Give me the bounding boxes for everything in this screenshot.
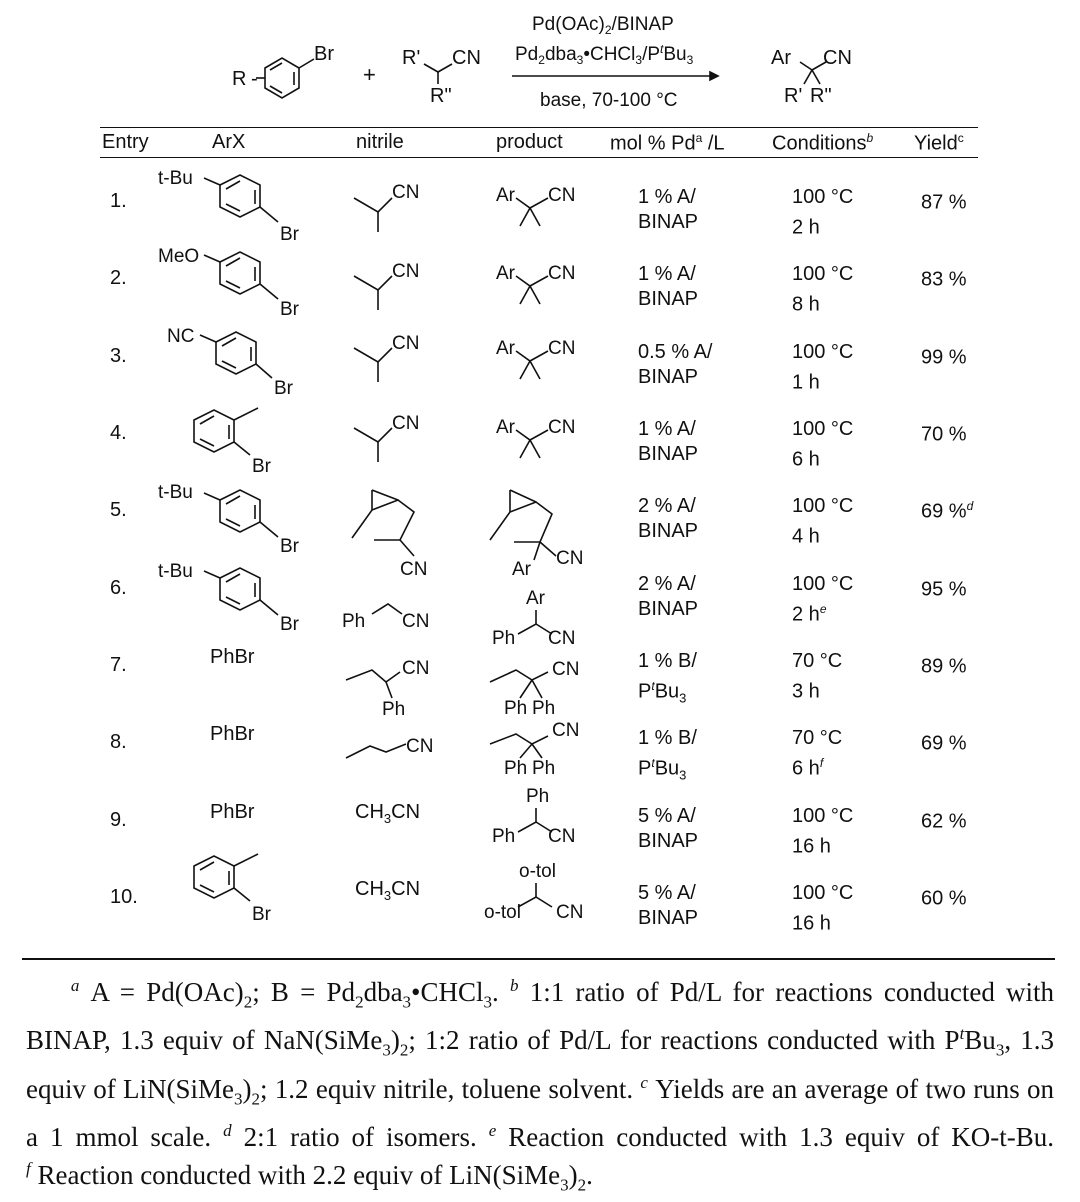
- svg-text:CN: CN: [402, 658, 430, 679]
- nitrile-structure-7: [346, 658, 429, 720]
- footnote-f: $^f$ Reaction conducted with 2.2 equiv of $LiN(SiMe_3)_2$.: [26, 1159, 593, 1195]
- condition-temp: 70 °C: [792, 727, 843, 749]
- scheme-r-label: R: [232, 68, 247, 90]
- svg-text:Br: Br: [274, 378, 293, 399]
- svg-text:CN: CN: [548, 185, 576, 206]
- scheme-catalyst-2: $Pd_2dba_3•CHCl_3/P^tBu_3$: [515, 42, 694, 67]
- scheme-product-r2: R": [810, 85, 832, 107]
- svg-text:CN: CN: [548, 263, 576, 284]
- mol-pd-line2: BINAP: [638, 443, 699, 465]
- mol-pd-line2: BINAP: [638, 907, 699, 929]
- svg-text:Br: Br: [280, 299, 299, 320]
- entry-number: 9.: [110, 809, 127, 831]
- nitrile-structure-4: [354, 413, 419, 462]
- entry-number: 2.: [110, 267, 127, 289]
- entry-number: 6.: [110, 577, 127, 599]
- svg-text:o-tol: o-tol: [484, 902, 521, 923]
- scheme-r2-label: R": [430, 85, 452, 107]
- condition-time: 2 h: [792, 216, 820, 239]
- condition-temp: 100 °C: [792, 263, 854, 285]
- condition-temp: 100 °C: [792, 573, 854, 595]
- mol-pd-line1: 1 % B/: [638, 650, 697, 672]
- scheme-r1-label: R': [402, 47, 421, 69]
- svg-text:CN: CN: [392, 182, 420, 203]
- svg-text:Ph: Ph: [504, 698, 528, 719]
- reaction-scheme: [0, 0, 1080, 125]
- svg-text:Br: Br: [252, 456, 271, 477]
- svg-text:Br: Br: [280, 614, 299, 635]
- scheme-product-ar: Ar: [771, 47, 791, 69]
- nitrile-structure-8: [346, 736, 433, 758]
- footnote-b: $^b$ 1:1 ratio of Pd/L for reactions conducted with BINAP, 1.3 equiv of $NaN(SiMe_3)_2$; 1:2 ratio of Pd/L for reactions conducted with $P^tBu_3$, 1.3 equiv of $LiN(SiMe_3)_2$; 1.2 equiv nitrile, toluene solvent.: [26, 976, 1055, 1109]
- condition-time: 1 h: [792, 371, 820, 394]
- yield-value: 62 %: [921, 810, 967, 833]
- entry-number: 8.: [110, 731, 127, 753]
- svg-text:t-Bu: t-Bu: [158, 561, 193, 582]
- footnotes: [26, 970, 1054, 1202]
- svg-text:CN: CN: [548, 826, 576, 847]
- arx-structure-3: [167, 326, 294, 399]
- mol-pd-line2: $P^tBu_3$: [638, 756, 687, 783]
- svg-text:Ph: Ph: [504, 758, 528, 779]
- yield-value: 87 %: [921, 191, 967, 214]
- arx-text: PhBr: [210, 723, 255, 745]
- footnote-rule: [22, 958, 1055, 960]
- header-product: product: [496, 131, 563, 153]
- condition-time: 6 h: [792, 448, 820, 471]
- scheme-catalyst-1: $Pd(OAc)_2$/BINAP: [532, 14, 674, 37]
- header-nitrile: nitrile: [356, 131, 404, 153]
- svg-text:NC: NC: [167, 326, 195, 347]
- condition-time: 2 $h^e$: [792, 602, 827, 626]
- svg-text:Ph: Ph: [492, 826, 516, 847]
- product-structure-4: [496, 417, 575, 458]
- condition-time: 16 h: [792, 912, 831, 935]
- product-structure-1: [496, 185, 575, 226]
- scheme-plus: +: [363, 62, 376, 87]
- arx-structure-4: [194, 408, 272, 477]
- mol-pd-line2: BINAP: [638, 520, 699, 542]
- arx-structure-1: [158, 168, 300, 245]
- yield-value: 69 %: [921, 732, 967, 755]
- product-structure-2: [496, 263, 575, 304]
- condition-temp: 70 °C: [792, 650, 843, 672]
- table-top-rule: [100, 127, 978, 128]
- arx-structure-5: [158, 482, 300, 557]
- svg-text:Ar: Ar: [496, 263, 515, 284]
- mol-pd-line2: BINAP: [638, 366, 699, 388]
- mol-pd-line2: $P^tBu_3$: [638, 679, 687, 706]
- nitrile-structure-6: [342, 604, 429, 632]
- yield-value: 95 %: [921, 578, 967, 601]
- svg-text:CN: CN: [552, 720, 580, 741]
- svg-text:Ph: Ph: [382, 699, 406, 720]
- arx-structure-10: [194, 854, 272, 925]
- yield-value: 70 %: [921, 423, 967, 446]
- svg-text:CN: CN: [548, 338, 576, 359]
- footnote-e: $^e$ Reaction conducted with 1.3 equiv of KO-t-Bu.: [488, 1121, 1055, 1153]
- product-structure: [771, 47, 852, 107]
- entry-number: 7.: [110, 654, 127, 676]
- mol-pd-line1: 2 % A/: [638, 573, 696, 595]
- condition-time: 8 h: [792, 293, 820, 316]
- mol-pd-line1: 1 % A/: [638, 418, 696, 440]
- svg-text:t-Bu: t-Bu: [158, 482, 193, 503]
- svg-text:-: -: [251, 68, 258, 90]
- entry-number: 3.: [110, 345, 127, 367]
- yield-value: 99 %: [921, 346, 967, 369]
- condition-temp: 100 °C: [792, 341, 854, 363]
- nitrile-text: $CH_3CN$: [355, 878, 421, 903]
- svg-text:t-Bu: t-Bu: [158, 168, 193, 189]
- nitrile-structure: [402, 47, 481, 107]
- nitrile-text: $CH_3CN$: [355, 801, 421, 826]
- header-arx: ArX: [212, 131, 246, 153]
- scheme-br-label: Br: [314, 43, 334, 65]
- svg-text:MeO: MeO: [158, 246, 200, 267]
- nitrile-structure-5: [352, 490, 427, 580]
- svg-text:Ph: Ph: [532, 758, 556, 779]
- mol-pd-line1: 1 % A/: [638, 186, 696, 208]
- scheme-product-cn: CN: [823, 47, 852, 69]
- svg-text:CN: CN: [392, 261, 420, 282]
- product-structure-9: [492, 786, 575, 847]
- product-structure-7: [490, 659, 579, 719]
- svg-text:CN: CN: [392, 413, 420, 434]
- table-header-rule: [100, 157, 978, 158]
- scheme-cn-label: CN: [452, 47, 481, 69]
- condition-temp: 100 °C: [792, 186, 854, 208]
- aryl-bromide-structure: [232, 43, 334, 98]
- footnote-c: $^c$ Yields are an average of two runs on a 1 mmol scale.: [26, 1072, 1054, 1153]
- arx-text: PhBr: [210, 801, 255, 823]
- scheme-conditions: base, 70-100 °C: [540, 90, 678, 111]
- mol-pd-line1: 0.5 % A/: [638, 341, 713, 363]
- product-structure-5: [490, 490, 583, 580]
- arx-text: PhBr: [210, 646, 255, 668]
- entry-number: 4.: [110, 422, 127, 444]
- svg-text:CN: CN: [402, 611, 430, 632]
- arx-structure-2: [158, 246, 300, 320]
- svg-text:CN: CN: [552, 659, 580, 680]
- svg-text:Ph: Ph: [526, 786, 550, 807]
- svg-text:Ar: Ar: [496, 417, 515, 438]
- svg-text:Ar: Ar: [496, 338, 515, 359]
- mol-pd-line1: 1 % A/: [638, 263, 696, 285]
- entry-number: 5.: [110, 499, 127, 521]
- svg-text:CN: CN: [556, 902, 584, 923]
- product-structure-8: [490, 720, 579, 779]
- header-yield: Yield$^c$: [914, 131, 964, 155]
- svg-text:CN: CN: [548, 417, 576, 438]
- product-structure-3: [496, 338, 575, 379]
- mol-pd-line1: 2 % A/: [638, 495, 696, 517]
- nitrile-structure-3: [354, 333, 419, 382]
- yield-value: 83 %: [921, 268, 967, 291]
- svg-text:Br: Br: [280, 224, 299, 245]
- condition-time: 6 $h^f$: [792, 756, 824, 780]
- svg-text:CN: CN: [400, 559, 428, 580]
- condition-temp: 100 °C: [792, 418, 854, 440]
- condition-temp: 100 °C: [792, 805, 854, 827]
- nitrile-structure-2: [354, 261, 419, 310]
- product-structure-6: [492, 588, 575, 649]
- condition-temp: 100 °C: [792, 495, 854, 517]
- footnote-a-text: $A = Pd(OAc)_2$; $B = Pd_2dba_3•CHCl_3$.: [90, 977, 499, 1012]
- footnote-d: $^d$ 2:1 ratio of isomers.: [223, 1121, 477, 1153]
- arx-structure-6: [158, 561, 300, 635]
- mol-pd-line2: BINAP: [638, 211, 699, 233]
- condition-temp: 100 °C: [792, 882, 854, 904]
- scheme-product-r1: R': [784, 85, 803, 107]
- entry-number: 1.: [110, 190, 127, 212]
- mol-pd-line1: 1 % B/: [638, 727, 697, 749]
- footnote-a: $^a$ $A = Pd(OAc)_2$; $B = Pd_2dba_3•CHCl_3$.: [70, 976, 499, 1012]
- entry-number: 10.: [110, 886, 138, 908]
- svg-text:Ar: Ar: [526, 588, 545, 609]
- svg-text:CN: CN: [548, 628, 576, 649]
- yield-value: 60 %: [921, 887, 967, 910]
- mol-pd-line1: 5 % A/: [638, 882, 696, 904]
- condition-time: 3 h: [792, 680, 820, 703]
- condition-time: 16 h: [792, 835, 831, 858]
- mol-pd-line2: BINAP: [638, 830, 699, 852]
- svg-text:o-tol: o-tol: [519, 861, 556, 882]
- condition-time: 4 h: [792, 525, 820, 548]
- yield-value: 89 %: [921, 655, 967, 678]
- product-structure-10: [484, 861, 583, 923]
- svg-text:Br: Br: [252, 904, 271, 925]
- mol-pd-line1: 5 % A/: [638, 805, 696, 827]
- svg-text:Ph: Ph: [342, 611, 366, 632]
- mol-pd-line2: BINAP: [638, 598, 699, 620]
- svg-text:CN: CN: [556, 548, 584, 569]
- header-mol-pd: mol % Pd$^a$ /L: [610, 131, 725, 155]
- yield-value: 69 %$^d$: [921, 499, 974, 523]
- svg-text:CN: CN: [392, 333, 420, 354]
- svg-text:Ar: Ar: [512, 559, 531, 580]
- svg-text:CN: CN: [406, 736, 434, 757]
- svg-text:Br: Br: [280, 536, 299, 557]
- header-conditions: Conditions$^b$: [772, 131, 874, 155]
- nitrile-structure-1: [354, 182, 419, 232]
- svg-text:Ph: Ph: [532, 698, 556, 719]
- svg-text:Ar: Ar: [496, 185, 515, 206]
- mol-pd-line2: BINAP: [638, 288, 699, 310]
- svg-text:Ph: Ph: [492, 628, 516, 649]
- header-entry: Entry: [102, 131, 149, 153]
- reaction-arrow: [512, 72, 718, 80]
